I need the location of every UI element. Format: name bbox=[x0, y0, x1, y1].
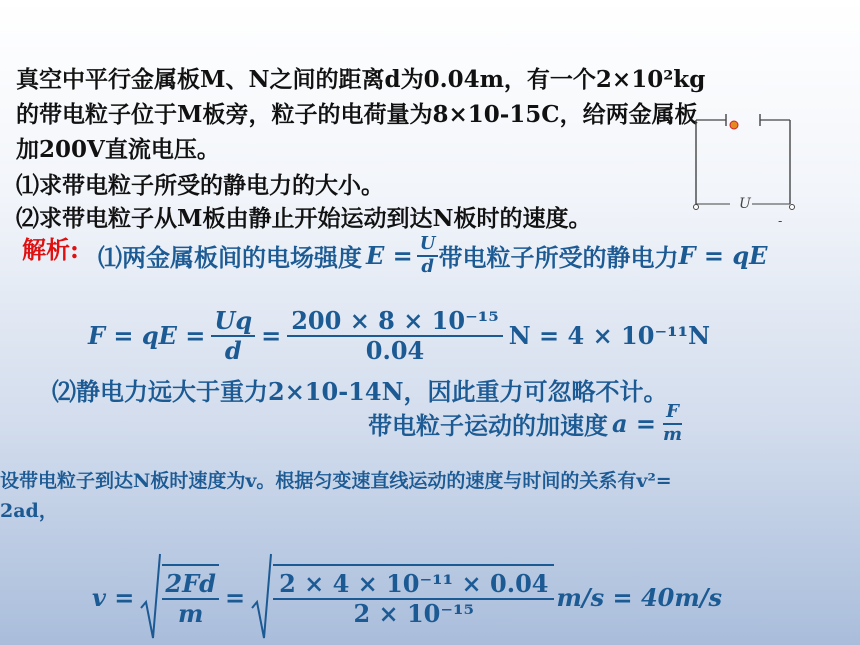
solution-label: 解析: bbox=[22, 235, 79, 264]
particle-icon bbox=[730, 121, 738, 129]
field-eq: E = bbox=[366, 241, 413, 271]
step3-line-2: 2ad， bbox=[0, 500, 58, 522]
field-fraction: $\frac{U}{d}$ bbox=[417, 234, 439, 277]
question-1: ⑴求带电粒子所受的静电力的大小。 bbox=[16, 172, 384, 199]
acceleration-eq: a = bbox=[612, 409, 657, 439]
acceleration-text: 带电粒子运动的加速度 bbox=[368, 411, 608, 441]
step3-line-1: 设带电粒子到达N板时速度为v。根据匀变速直线运动的速度与时间的关系有v²= bbox=[0, 470, 672, 492]
acceleration-line bbox=[368, 402, 685, 445]
parallel-plate-diagram bbox=[690, 112, 800, 228]
voltage-label: U bbox=[739, 196, 751, 212]
sqrt-2: $\frac{\text{2 × 4 × 10⁻¹¹ × 0.04}}{\text{2 × 10⁻¹⁵}}$ bbox=[251, 552, 554, 642]
acceleration-fraction: $\frac{F}{m}$ bbox=[663, 401, 683, 445]
question-2: ⑵求带电粒子从M板由静止开始运动到达N板时的速度。 bbox=[16, 205, 592, 232]
problem-line-1: 真空中平行金属板M、N之间的距离d为0.04m，有一个2×10²kg bbox=[16, 66, 706, 93]
step2-text: ⑵静电力远大于重力2×10-14N，因此重力可忽略不计。 bbox=[52, 377, 668, 406]
velocity-equation: v = $\frac{2Fd}{m}$ = $\frac{\text{2 × 4 × 10⁻¹¹ × 0.04}}{\text{2 × 10⁻¹⁵}}$ m/s = 40m/s bbox=[92, 552, 722, 642]
force-text: 带电粒子所受的静电力 bbox=[438, 243, 679, 273]
problem-line-2: 的带电粒子位于M板旁，粒子的电荷量为8×10-15C，给两金属板 bbox=[16, 101, 698, 128]
sqrt-1: $\frac{2Fd}{m}$ bbox=[140, 552, 219, 642]
force-eq: F = qE bbox=[678, 241, 768, 271]
step1-text: ⑴两金属板间的电场强度 bbox=[98, 243, 362, 273]
problem-line-3: 加200V直流电压。 bbox=[16, 136, 220, 163]
force-equation: F = qE = $\frac{Uq}{d}$ = $\frac{\text{200 × 8 × 10⁻¹⁵}}{0.04}$ N = 4 × 10⁻¹¹N bbox=[88, 306, 711, 365]
svg-text:-: - bbox=[778, 214, 783, 228]
step1-line bbox=[98, 234, 767, 277]
